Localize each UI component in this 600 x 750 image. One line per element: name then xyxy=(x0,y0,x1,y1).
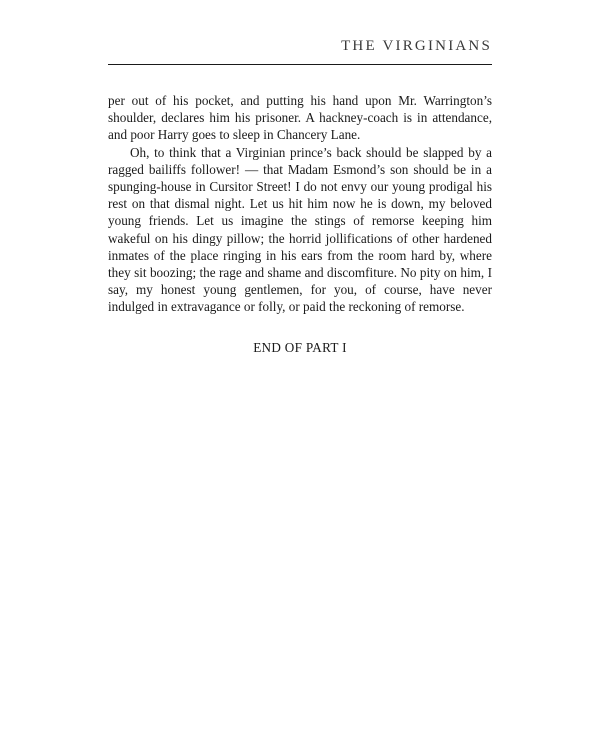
header-rule xyxy=(108,64,492,65)
body-text xyxy=(108,92,492,316)
paragraph-continuation: per out of his pocket, and putting his hand upon Mr. Warrington’s shoulder, declares him his prisoner. A hackney-coach is in attendance, and poor Harry goes to sleep in Chancery Lane. xyxy=(108,93,492,143)
running-head-title: THE VIRGINIANS xyxy=(341,38,492,54)
end-of-part-heading: END OF PART I xyxy=(253,340,347,355)
paragraph: Oh, to think that a Virginian prince’s back should be slapped by a ragged bailiffs follower! — that Madam Esmond’s son should be in a spunging-house in Cursitor Street! I do not envy our young prodigal his rest on that dismal night. Let us hit him now he is down, my beloved young friends. Let us imagine the stings of remorse keeping him wakeful on his dingy pillow; the horrid jollifications of other hardened inmates of the place ringing in his ears from the room hard by, where they sit boozing; the rage and shame and discomfiture. No pity on him, I say, my honest young gentlemen, for you, of course, have never indulged in extravagance or folly, or paid the reckoning of remorse. xyxy=(108,144,492,315)
